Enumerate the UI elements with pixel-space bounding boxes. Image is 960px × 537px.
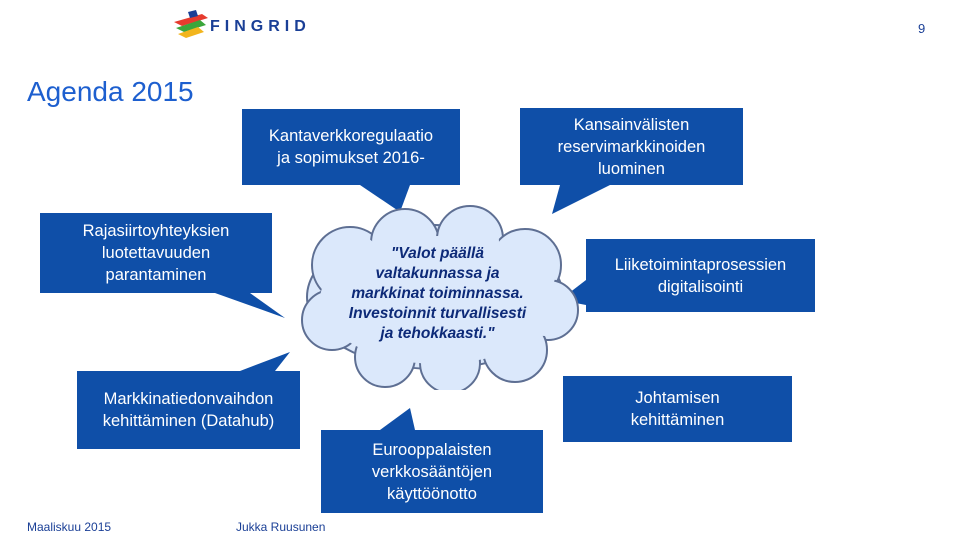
agenda-box-label: Rajasiirtoyhteyksien luotettavuuden parantaminen <box>82 222 230 284</box>
agenda-box-label: Markkinatiedonvaihdon kehittäminen (Datahub) <box>102 390 275 430</box>
pointer-eurooppalaisten <box>380 408 415 430</box>
agenda-box-datahub <box>77 371 300 449</box>
agenda-box-verkkosaannot <box>321 430 543 513</box>
agenda-box-label: Johtamisen kehittäminen <box>630 389 725 429</box>
agenda-box-digitalisointi <box>586 239 815 312</box>
agenda-box-label: Kansainvälisten reservimarkkinoiden luominen <box>557 115 706 178</box>
pointer-rajasiirto <box>215 293 285 318</box>
logo-text: FINGRID <box>210 18 311 35</box>
footer-author: Jukka Ruusunen <box>236 520 326 534</box>
agenda-box-label: Kantaverkkoregulaatio ja sopimukset 2016- <box>268 127 434 167</box>
agenda-box-label: Liiketoimintaprosessien digitalisointi <box>614 255 787 296</box>
agenda-box-reservimarkkinat <box>520 108 743 185</box>
vision-statement: "Valot päällä valtakunnassa ja markkinat toiminnassa. Investoinnit turvallisesti ja tehokkaasti." <box>348 245 527 342</box>
agenda-box-kantaverkkoregulaatio <box>242 109 460 185</box>
page-number: 9 <box>918 21 926 36</box>
agenda-box-label: Eurooppalaisten verkkosääntöjen käyttöönotto <box>371 440 493 503</box>
slide-title: Agenda 2015 <box>27 76 194 107</box>
agenda-box-johtaminen <box>563 376 792 442</box>
footer-date: Maaliskuu 2015 <box>27 520 112 534</box>
agenda-box-rajasiirtoyhteydet <box>40 213 272 293</box>
pointer-markkinatieto <box>240 352 290 371</box>
